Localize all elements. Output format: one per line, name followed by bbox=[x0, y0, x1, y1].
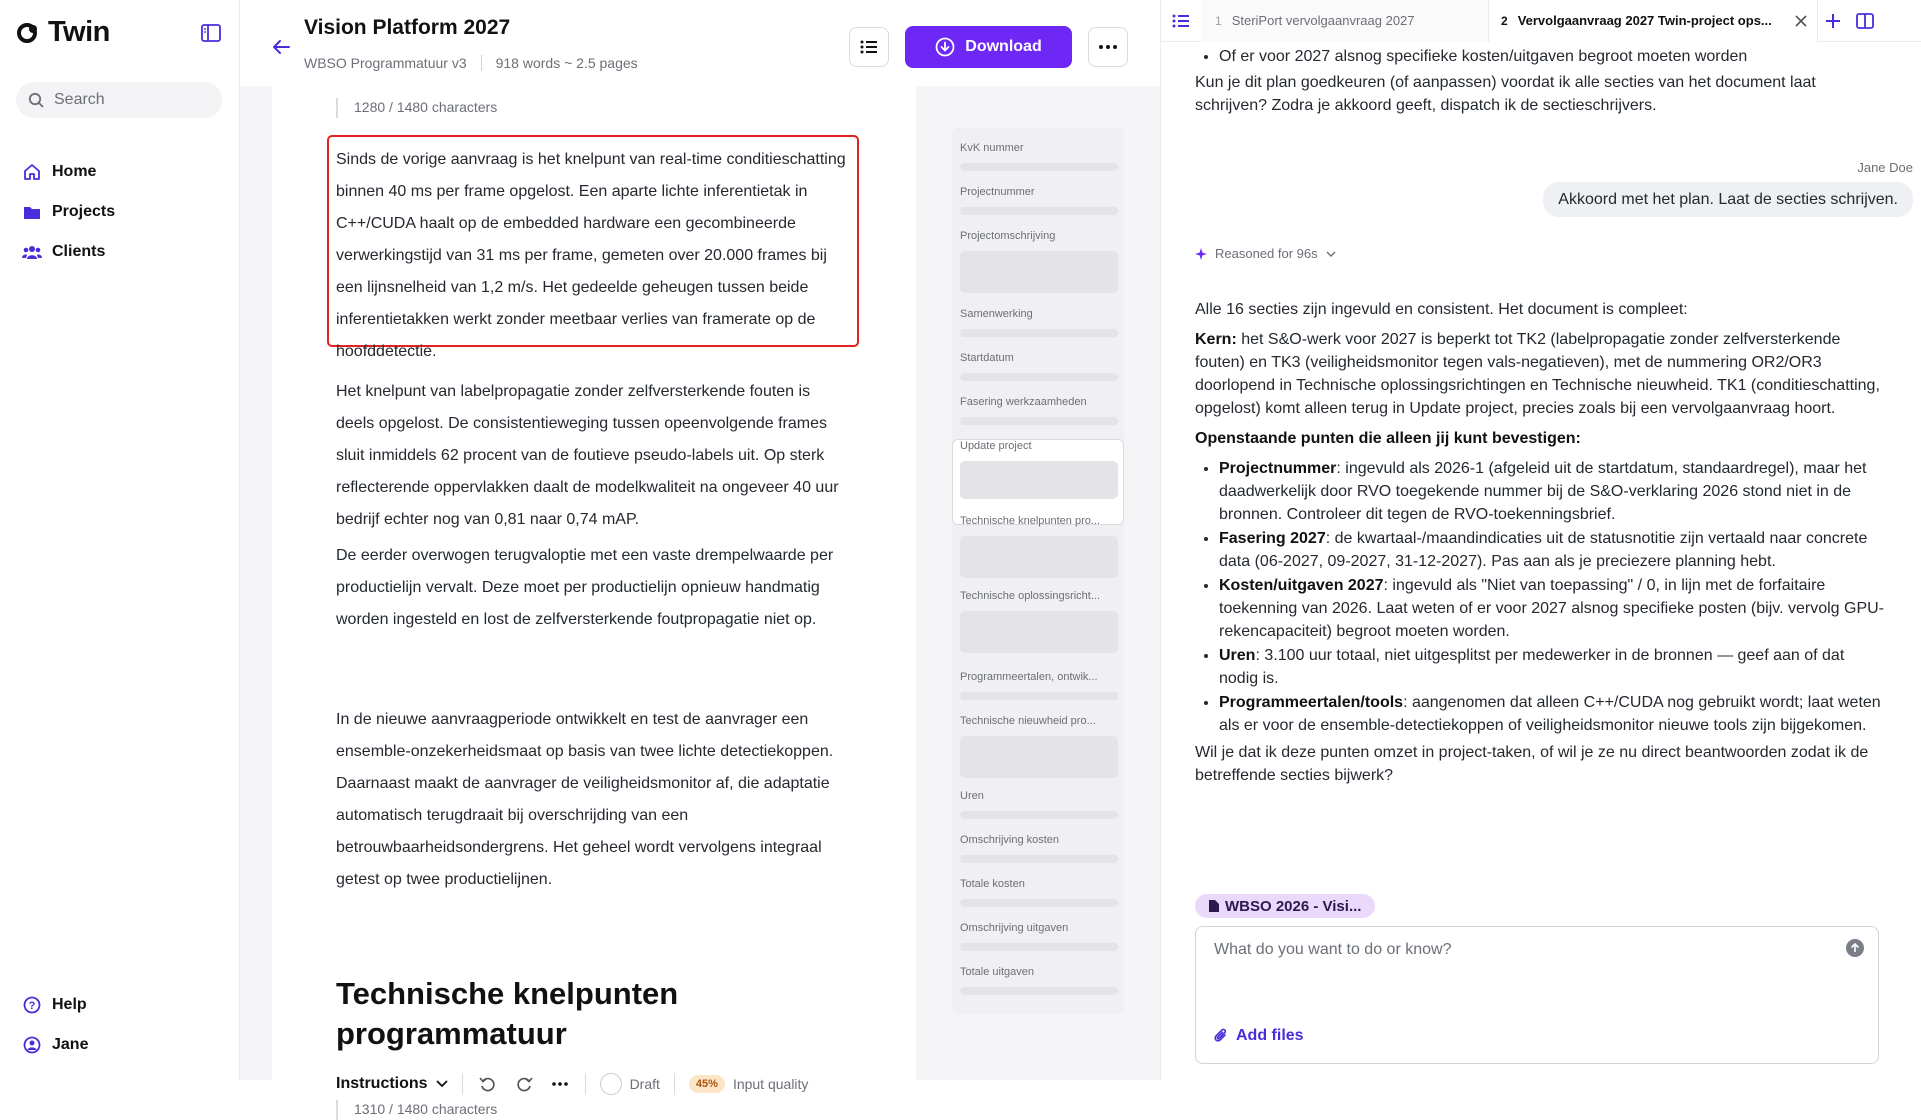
point-title: Uren bbox=[1219, 647, 1256, 664]
outline-progress bbox=[960, 163, 1118, 171]
logo[interactable] bbox=[16, 16, 110, 49]
redo-icon[interactable] bbox=[513, 1073, 535, 1095]
point-title: Programmeertalen/tools bbox=[1219, 694, 1404, 711]
sidebar-item-label: Projects bbox=[52, 203, 116, 220]
char-count-bar bbox=[336, 98, 338, 118]
document-icon bbox=[1209, 900, 1219, 912]
user-message: Akkoord met het plan. Laat de secties schrijven. bbox=[1543, 182, 1913, 217]
outline-item[interactable] bbox=[960, 142, 1118, 171]
outline-label: Update project bbox=[960, 440, 1032, 452]
chevron-down-icon bbox=[436, 1080, 448, 1088]
user-name: Jane Doe bbox=[1857, 160, 1913, 175]
point-text: : ingevuld als 2026-1 (afgeleid uit de startdatum, standaardregel), maar het daadwerkelijk door RVO toegekende nummer bij de S&O-verklaring 2026 stond niet in de bronnen. Controleer dit tegen de RVO-toekenningsbrief. bbox=[1219, 460, 1867, 523]
open-points-heading bbox=[1195, 427, 1885, 450]
point-text: : ingevuld als "Niet van toepassing" / 0, in lijn met de forfaitaire toekenning van 2026. Laat weten of er voor 2027 alsnog specifieke posten (bijv. vervolg GPU-rekencapaciteit) begroot moeten worden. bbox=[1219, 577, 1884, 640]
sidebar-item-label: Help bbox=[52, 996, 87, 1013]
outline-label: Omschrijving uitgaven bbox=[960, 922, 1069, 934]
document-title: Vision Platform 2027 bbox=[304, 16, 511, 39]
sidebar-item-label: Jane bbox=[52, 1036, 89, 1053]
list-item bbox=[1219, 574, 1885, 643]
section-outline bbox=[952, 128, 1124, 1014]
point-title: Fasering 2027 bbox=[1219, 530, 1326, 547]
outline-progress bbox=[960, 373, 1118, 381]
paragraph[interactable]: Het knelpunt van labelpropagatie zonder zelfversterkende fouten is deels opgelost. De consistentieweging tussen opeenvolgende frames sluit inmiddels 62 procent van de foutieve pseudo-labels uit. Op sterk reflecterende oppervlakken daalt de modelkwaliteit na ongeveer 40 uur bedrijf echter nog van 0,81 naar 0,74 mAP. bbox=[336, 383, 839, 528]
outline-label: Projectomschrijving bbox=[960, 230, 1056, 242]
list-item bbox=[1219, 644, 1885, 690]
paragraph[interactable]: In de nieuwe aanvraagperiode ontwikkelt en test de aanvrager een ensemble-onzekerheidsmaat op basis van twee lichte detectiekoppen. Daarnaast maakt de aanvrager de veiligheidsmonitor af, die adaptatie automatisch terugdraait bij overschrijding van een betrouwbaarheidsondergrens. Het geheel wordt vervolgens integraal getest op twee productielijnen. bbox=[336, 711, 834, 888]
outline-item[interactable] bbox=[960, 396, 1118, 425]
folder-icon bbox=[22, 202, 42, 222]
outline-item[interactable] bbox=[960, 186, 1118, 215]
main-nav bbox=[22, 152, 115, 272]
outline-label: Technische oplossingsricht... bbox=[960, 590, 1101, 602]
arrow-up-icon bbox=[1850, 943, 1860, 953]
bottom-nav bbox=[22, 985, 88, 1065]
outline-label: Projectnummer bbox=[960, 186, 1035, 198]
document-stats: 918 words ~ 2.5 pages bbox=[495, 55, 638, 71]
outline-label: Startdatum bbox=[960, 352, 1014, 364]
kern-label: Kern: bbox=[1195, 331, 1237, 348]
assistant-message: Kun je dit plan goedkeuren (of aanpassen) voordat ik alle secties van het document laat schrijven? Zodra je akkoord geeft, dispatch ik de sectieschrijvers. bbox=[1195, 74, 1816, 114]
paragraph[interactable]: De eerder overwogen terugvaloptie met een vaste drempelwaarde per productielijn vervalt. Deze moet per productielijn opnieuw handmatig worden ingesteld en lost de zelfversterkende foutpropagatie niet op. bbox=[336, 547, 834, 628]
document-template: WBSO Programmatuur v3 bbox=[304, 55, 467, 71]
outline-label: Technische nieuwheid pro... bbox=[960, 715, 1096, 727]
outline-progress bbox=[960, 417, 1118, 425]
point-title: Projectnummer bbox=[1219, 460, 1337, 477]
document-meta bbox=[304, 55, 638, 71]
search-input[interactable] bbox=[16, 82, 222, 118]
outline-item[interactable] bbox=[960, 352, 1118, 381]
quality-label: Input quality bbox=[732, 1076, 809, 1092]
list-item bbox=[1219, 457, 1885, 526]
kern-text: het S&O-werk voor 2027 is beperkt tot TK2 (labelpropagatie zonder zelfversterkende fouten) en TK3 (veiligheidsmonitor tegen vals-negatieven), met de nummering OR2/OR3 doorlopend in Technische oplossingsrichtingen en Technische nieuwheid. TK1 (conditieschatting, opgelost) komt alleen terug in Update project, precies zoals bij een vervolgaanvraag hoort. bbox=[1195, 331, 1880, 417]
draft-status-icon[interactable] bbox=[600, 1073, 622, 1095]
divider bbox=[585, 1073, 586, 1095]
outline-progress bbox=[960, 207, 1118, 215]
chevron-down-icon bbox=[1326, 251, 1336, 257]
sparkle-icon bbox=[1195, 248, 1207, 260]
chat-tab-active[interactable] bbox=[1488, 0, 1818, 42]
download-label: Download bbox=[965, 38, 1042, 55]
sidebar-item-projects[interactable] bbox=[22, 192, 115, 232]
open-points-label: Openstaande punten die alleen jij kunt bevestigen: bbox=[1195, 430, 1581, 447]
more-options-button[interactable] bbox=[1088, 27, 1128, 67]
chat-input[interactable]: What do you want to do or know? bbox=[1214, 941, 1452, 958]
sidebar-item-label: Clients bbox=[52, 243, 106, 260]
twin-logo-icon bbox=[16, 21, 42, 45]
chat-list-icon[interactable] bbox=[1161, 13, 1201, 29]
paragraph[interactable]: Sinds de vorige aanvraag is het knelpunt van real-time conditieschatting binnen 40 ms per frame opgelost. Een aparte lichte inferentietak in C++/CUDA haalt op de embedded hardware een gecombineerde verwerkingstijd van 31 ms per frame, gemeten over 20.000 frames bij een lijnsnelheid van 1,2 m/s. Het gedeelde geheugen tussen beide inferentietakken werkt zonder meetbaar verlies van framerate op de hoofddetectie. bbox=[336, 151, 846, 360]
outline-label: Fasering werkzaamheden bbox=[960, 396, 1087, 408]
sidebar bbox=[0, 0, 240, 1080]
add-files-button[interactable] bbox=[1214, 1027, 1304, 1045]
status-label: Draft bbox=[629, 1076, 660, 1092]
outline-label: Programmeertalen, ontwik... bbox=[960, 671, 1098, 683]
reply-intro: Alle 16 secties zijn ingevuld en consistent. Het document is compleet: bbox=[1195, 301, 1688, 318]
sidebar-item-clients[interactable] bbox=[22, 232, 115, 272]
divider bbox=[481, 55, 482, 71]
instructions-label: Instructions bbox=[336, 1075, 428, 1092]
outline-item[interactable] bbox=[960, 308, 1118, 337]
tab-label: SteriPort vervolgaanvraag 2027 bbox=[1231, 13, 1415, 28]
context-chip-label: WBSO 2026 - Visi... bbox=[1225, 897, 1362, 915]
message-bullet: • Of er voor 2027 alsnog specifieke kosten/uitgaven begroot moeten worden bbox=[1219, 45, 1885, 68]
more-horizontal-icon[interactable] bbox=[549, 1073, 571, 1095]
list-item bbox=[1219, 691, 1885, 737]
home-icon bbox=[22, 162, 42, 182]
assistant-reply bbox=[1195, 298, 1885, 787]
section-toolbar bbox=[336, 1070, 808, 1098]
user-icon bbox=[22, 1035, 42, 1055]
section-heading: Technische knelpunten programmatuur bbox=[336, 976, 679, 1051]
character-count: 1310 / 1480 characters bbox=[354, 1101, 498, 1117]
send-button[interactable] bbox=[1846, 939, 1864, 957]
reasoning-label: Reasoned for 96s bbox=[1215, 246, 1318, 261]
point-text: : aangenomen dat alleen C++/CUDA nog gebruikt wordt; laat weten als er voor de ensemble-detectiekoppen of veiligheidsmonitor nieuwe tools zijn bijgekomen. bbox=[1219, 694, 1881, 734]
outline-item[interactable] bbox=[960, 230, 1118, 293]
download-button[interactable] bbox=[905, 26, 1072, 68]
sidebar-item-account[interactable] bbox=[22, 1025, 88, 1065]
tab-label: Vervolgaanvraag 2027 Twin-project ops... bbox=[1517, 13, 1772, 28]
back-arrow-icon[interactable] bbox=[270, 36, 292, 58]
assistant-panel bbox=[1160, 0, 1920, 1080]
chat-tabbar bbox=[1161, 0, 1921, 42]
brand-name: Twin bbox=[48, 16, 110, 48]
outline-label: Samenwerking bbox=[960, 308, 1033, 320]
quality-badge: 45% bbox=[689, 1075, 725, 1093]
char-count-bar bbox=[336, 1100, 338, 1120]
more-horizontal-icon bbox=[1099, 45, 1117, 49]
point-title: Kosten/uitgaven 2027 bbox=[1219, 577, 1384, 594]
tab-number: 1 bbox=[1215, 13, 1222, 28]
sidebar-item-help[interactable] bbox=[22, 985, 88, 1025]
outline-label: Technische knelpunten pro... bbox=[960, 515, 1101, 527]
reasoning-toggle[interactable] bbox=[1195, 242, 1336, 265]
instructions-dropdown[interactable] bbox=[336, 1075, 448, 1093]
download-icon bbox=[935, 37, 955, 57]
character-count: 1280 / 1480 characters bbox=[354, 99, 498, 115]
reply-closing: Wil je dat ik deze punten omzet in project-taken, of wil je ze nu direct beantwoorden zodat ik de betreffende secties bijwerk? bbox=[1195, 744, 1869, 784]
chat-messages bbox=[1195, 42, 1913, 784]
outline-label: Totale kosten bbox=[960, 878, 1025, 890]
reply-kern bbox=[1195, 328, 1885, 420]
help-icon bbox=[22, 995, 42, 1015]
outline-item-active[interactable] bbox=[952, 439, 1124, 525]
outline-label: KvK nummer bbox=[960, 142, 1024, 154]
split-view-icon[interactable] bbox=[1848, 13, 1882, 29]
document-header bbox=[240, 0, 1160, 86]
point-text: : de kwartaal-/maandindicaties uit de statusnotitie zijn vertaald naar concrete data (06-2027, 09-2027, 31-12-2027). Pas aan als je preciezere planning hebt. bbox=[1219, 530, 1868, 570]
document-page bbox=[272, 86, 916, 1117]
context-chip[interactable] bbox=[1195, 894, 1375, 918]
chat-composer[interactable] bbox=[1195, 926, 1879, 1064]
outline-progress bbox=[960, 329, 1118, 337]
chat-tab[interactable] bbox=[1201, 0, 1488, 42]
point-text: : 3.100 uur totaal, niet uitgesplitst per medewerker in de bronnen — geef aan of dat nodig is. bbox=[1219, 647, 1845, 687]
users-icon bbox=[22, 242, 42, 262]
search-icon bbox=[28, 92, 44, 108]
outline-progress bbox=[960, 251, 1118, 293]
sidebar-item-label: Home bbox=[52, 163, 97, 180]
new-tab-icon[interactable] bbox=[1818, 13, 1848, 29]
open-points-list bbox=[1195, 457, 1885, 737]
search-placeholder: Search bbox=[54, 91, 105, 108]
sidebar-item-home[interactable] bbox=[22, 152, 115, 192]
add-files-label: Add files bbox=[1236, 1027, 1304, 1044]
tab-number: 2 bbox=[1501, 13, 1508, 28]
close-icon[interactable] bbox=[1795, 15, 1807, 27]
divider bbox=[462, 1073, 463, 1095]
table-of-contents-button[interactable] bbox=[849, 27, 889, 67]
list-icon bbox=[860, 39, 878, 55]
outline-label: Totale uitgaven bbox=[960, 966, 1034, 978]
list-item bbox=[1219, 527, 1885, 573]
svg-text:?: ? bbox=[28, 1000, 36, 1012]
outline-label: Omschrijving kosten bbox=[960, 834, 1060, 846]
divider bbox=[674, 1073, 675, 1095]
outline-label: Uren bbox=[960, 790, 984, 802]
undo-icon[interactable] bbox=[477, 1073, 499, 1095]
paperclip-icon bbox=[1214, 1028, 1228, 1044]
sidebar-toggle-icon[interactable] bbox=[201, 24, 221, 42]
